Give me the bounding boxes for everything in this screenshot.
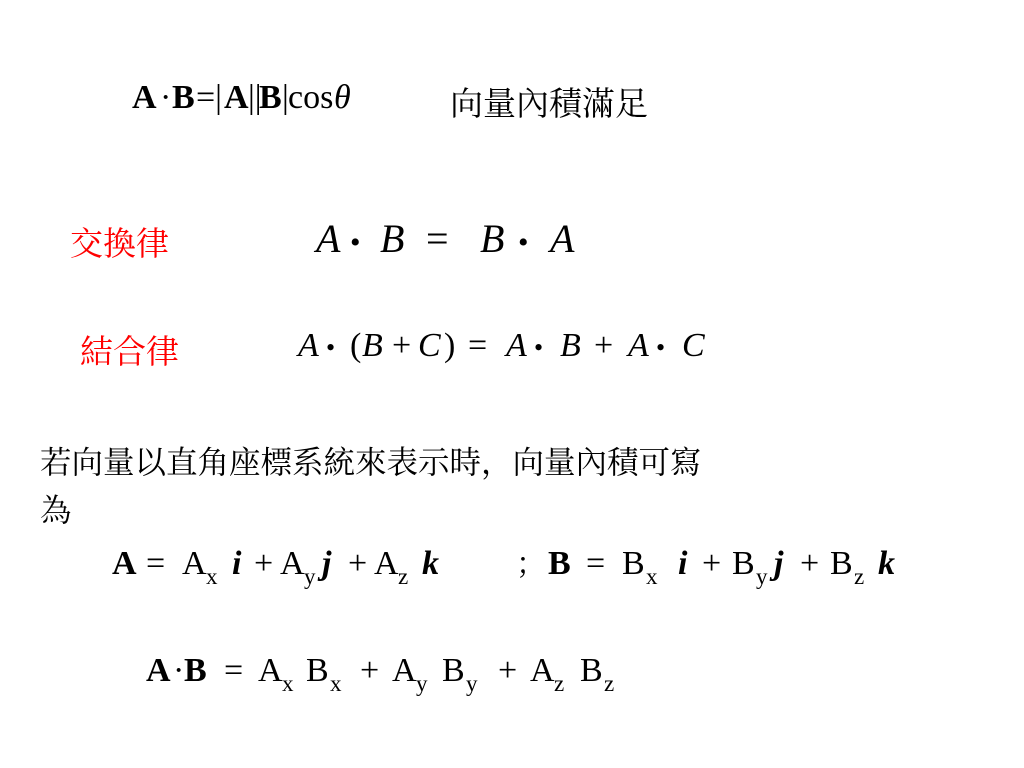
component-ay: A [280, 545, 303, 582]
bullet-operator: • [534, 333, 544, 362]
vector-b: B [184, 652, 207, 689]
bullet-operator: • [326, 333, 336, 362]
unit-i: i [232, 545, 242, 582]
vector-a: A [112, 545, 137, 582]
unit-j: j [774, 545, 784, 582]
term-a: A [628, 327, 649, 364]
equals-sign: = [468, 327, 488, 364]
plus-sign: + [254, 545, 274, 582]
term-b: B [362, 327, 383, 364]
symbol-b: B [172, 79, 195, 116]
term-a: A [506, 327, 527, 364]
unit-i: i [678, 545, 688, 582]
vector-b: B [548, 545, 571, 582]
plus-sign: + [594, 327, 614, 364]
dot-operator: · [160, 79, 172, 116]
term-c: C [682, 327, 705, 364]
term-b: B [560, 327, 581, 364]
subscript-x: x [206, 564, 218, 589]
plus-sign: + [498, 652, 518, 689]
component-ay: A [392, 652, 415, 689]
symbol-a: A [132, 79, 157, 116]
paragraph-line-2: 為 [40, 493, 72, 529]
abs-close: | [282, 79, 289, 116]
unit-k: k [422, 545, 439, 582]
svg-text:A = A x [112, 545, 895, 592]
component-az: A [530, 652, 553, 689]
equals-sign: = [586, 545, 606, 582]
subscript-z: z [554, 671, 565, 696]
plus-sign: + [392, 327, 412, 364]
component-ax: A [182, 545, 205, 582]
subscript-x: x [330, 671, 342, 696]
plus-sign: + [800, 545, 820, 582]
vector-a: A [146, 652, 171, 689]
plus-sign: + [702, 545, 722, 582]
right-paren: ) [444, 327, 456, 364]
subscript-y: y [304, 564, 316, 589]
dot-operator: · [173, 652, 185, 689]
bullet-operator: • [350, 226, 361, 259]
commutative-law-label: 交換律 [70, 224, 169, 263]
svg-text:A • B = [313, 216, 575, 261]
bullet-operator: • [518, 226, 529, 259]
bullet-operator: • [656, 333, 666, 362]
plus-sign: + [360, 652, 380, 689]
commutative-law-formula [316, 212, 616, 264]
associative-law-label: 結合律 [80, 332, 179, 371]
equals-sign: = [224, 652, 244, 689]
separator: ； [516, 548, 546, 581]
equals-sign: = [426, 216, 449, 261]
dot-product-components-formula [146, 645, 706, 705]
component-bz: B [830, 545, 853, 582]
cos-text: cos [288, 79, 334, 116]
subscript-y: y [416, 671, 428, 696]
term-a: A [298, 327, 319, 364]
component-by: B [732, 545, 755, 582]
abs-bars: || [248, 79, 262, 116]
component-by: B [442, 652, 465, 689]
symbol-b-magnitude: B [259, 79, 282, 116]
theta-symbol: θ [334, 79, 351, 116]
equals-sign: = [146, 545, 166, 582]
term-b: B [480, 216, 505, 261]
svg-text:A • ( B [296, 327, 705, 364]
component-form-formula [112, 538, 952, 594]
svg-text:A · B = [146, 652, 614, 699]
component-bx: B [306, 652, 329, 689]
associative-law-formula [298, 322, 768, 368]
subscript-z: z [398, 564, 409, 589]
component-az: A [374, 545, 397, 582]
term-b: B [380, 216, 405, 261]
svg-text:A · B =| [132, 79, 351, 116]
term-a: A [316, 216, 341, 261]
plus-sign: + [348, 545, 368, 582]
dot-product-definition [128, 70, 448, 120]
subscript-z: z [854, 564, 865, 589]
component-bz: B [580, 652, 603, 689]
left-paren: ( [350, 327, 362, 364]
term-a: A [550, 216, 575, 261]
subscript-x: x [282, 671, 294, 696]
subscript-z: z [604, 671, 615, 696]
paragraph-line-1: 若向量以直角座標系統來表示時，向量內積可寫 [40, 445, 702, 481]
subscript-x: x [646, 564, 658, 589]
unit-k: k [878, 545, 895, 582]
term-c: C [418, 327, 441, 364]
subscript-y: y [466, 671, 478, 696]
equals-abs-open: =| [196, 79, 222, 116]
component-ax: A [258, 652, 281, 689]
unit-j: j [322, 545, 332, 582]
subscript-y: y [756, 564, 768, 589]
dot-product-caption: 向量內積滿足 [450, 84, 648, 123]
component-bx: B [622, 545, 645, 582]
symbol-a-magnitude: A [224, 79, 249, 116]
